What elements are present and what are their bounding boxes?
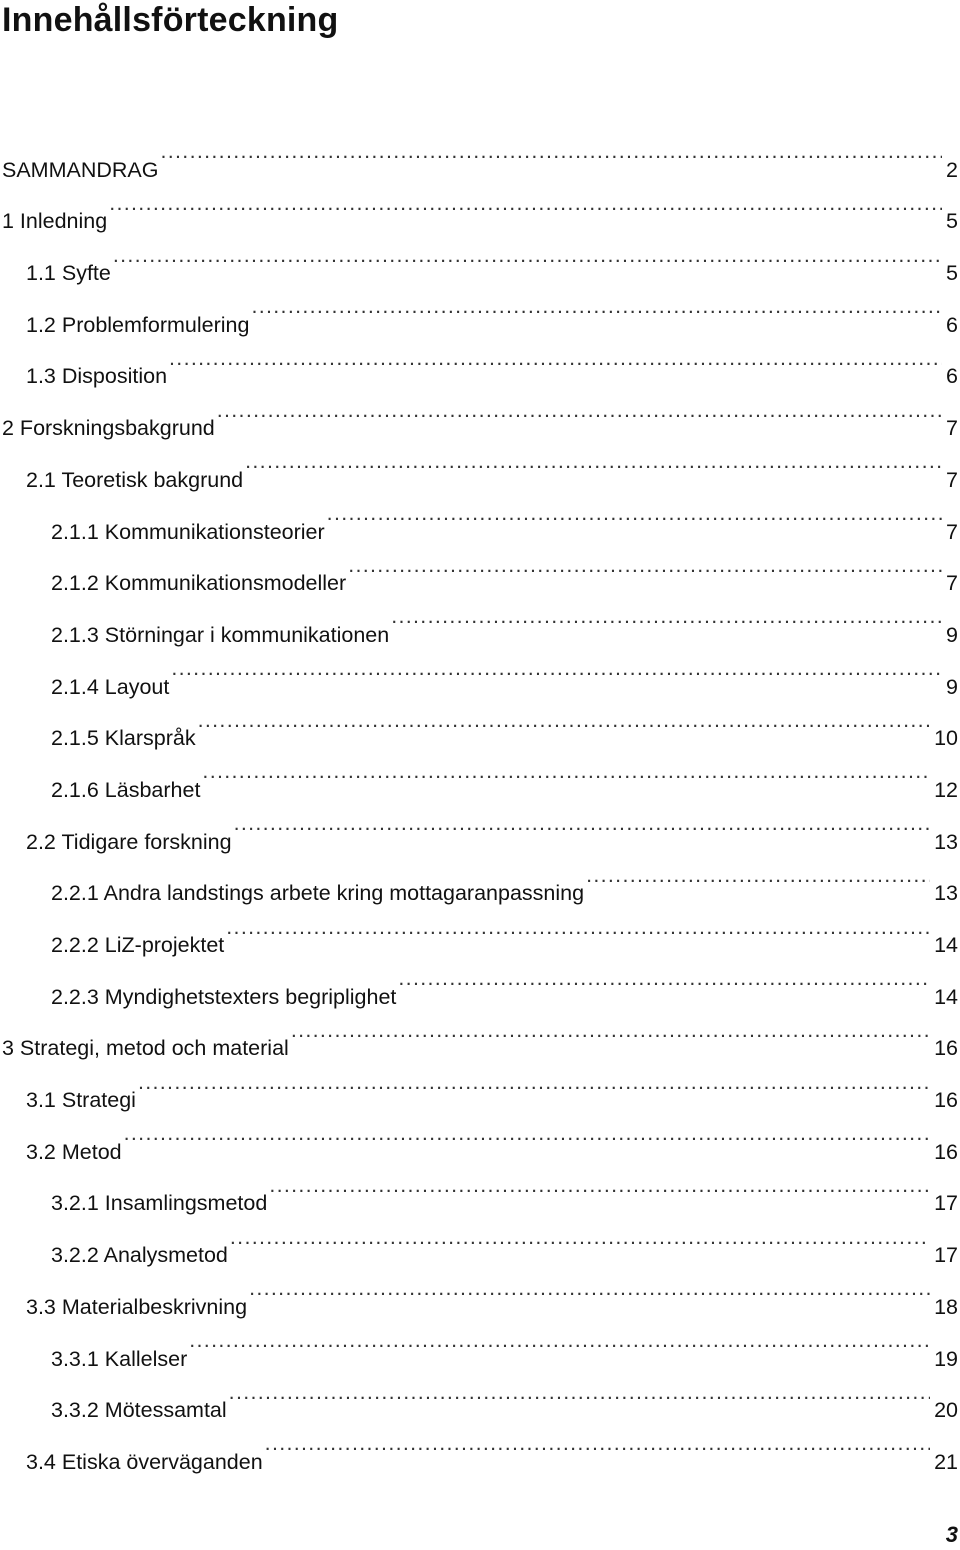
toc-entry[interactable]: [0, 1107, 960, 1164]
toc-entry-page: 7: [946, 519, 958, 544]
toc-entry-page: 13: [934, 881, 958, 906]
toc-entry[interactable]: [0, 280, 960, 337]
toc-entry-page: 14: [934, 984, 958, 1009]
dot-leader: [109, 177, 942, 229]
dot-leader: [265, 1417, 930, 1469]
toc-entry[interactable]: [0, 228, 960, 286]
toc-entry-page: 17: [934, 1191, 958, 1216]
dot-leader: [230, 1210, 930, 1262]
toc-entry-page: 21: [934, 1449, 958, 1474]
toc-entry-label: 2.1 Teoretisk bakgrund: [26, 467, 244, 492]
toc-entry-label: 2.1.3 Störningar i kommunikationen: [51, 622, 390, 647]
toc-entry-label: 3.2.1 Insamlingsmetod: [51, 1191, 268, 1216]
toc-entry-label: 1.2 Problemformulering: [26, 312, 250, 337]
toc-entry-label: 3 Strategi, metod och material: [2, 1036, 289, 1061]
toc-entry-page: 13: [934, 829, 958, 854]
toc-entry[interactable]: [0, 125, 960, 182]
dot-leader: [229, 1366, 930, 1418]
page-title: Innehållsförteckning: [2, 1, 339, 39]
dot-leader: [202, 745, 930, 797]
toc-entry-page: 10: [934, 726, 958, 751]
table-of-contents: [0, 125, 960, 1474]
dot-leader: [398, 952, 930, 1004]
toc-entry-label: 2.2.2 LiZ-projektet: [51, 933, 225, 957]
toc-entry-page: 9: [946, 622, 958, 647]
dot-leader: [391, 590, 942, 642]
dot-leader: [113, 228, 942, 280]
page-number: 3: [945, 1522, 958, 1547]
toc-entry-page: 19: [934, 1346, 958, 1371]
toc-entry-page: 7: [946, 571, 958, 596]
dot-leader: [249, 1262, 930, 1314]
toc-entry-label: 3.3.2 Mötessamtal: [51, 1398, 227, 1423]
toc-entry-label: 2.1.4 Layout: [51, 674, 170, 699]
toc-entry-page: 20: [934, 1398, 958, 1423]
toc-entry-page: 17: [934, 1243, 958, 1268]
toc-entry-page: 2: [946, 157, 958, 182]
toc-entry-page: 6: [946, 312, 958, 337]
toc-entry-page: 16: [934, 1036, 958, 1061]
toc-entry-label: 3.4 Etiska överväganden: [26, 1449, 263, 1474]
toc-entry-page: 5: [946, 209, 958, 234]
toc-entry-label: 2.1.1 Kommunikationsteorier: [51, 519, 325, 544]
toc-entry-label: 3.3.1 Kallelser: [51, 1346, 188, 1371]
toc-entry-label: 3.3 Materialbeskrivning: [26, 1294, 248, 1319]
toc-entry[interactable]: [0, 1055, 960, 1113]
toc-entry-page: 16: [934, 1139, 958, 1164]
dot-leader: [169, 332, 942, 384]
toc-entry[interactable]: [0, 177, 960, 234]
toc-entry-page: 18: [934, 1294, 958, 1319]
dot-leader: [234, 797, 931, 849]
toc-entry[interactable]: [0, 1159, 960, 1216]
toc-entry-page: 9: [946, 674, 958, 699]
toc-entry-label: 2 Forskningsbakgrund: [2, 416, 215, 441]
dot-leader: [226, 900, 930, 952]
dot-leader: [124, 1107, 930, 1159]
toc-entry-label: 2.2 Tidigare forskning: [26, 829, 232, 854]
toc-entry-page: 6: [946, 364, 958, 389]
toc-entry-page: 12: [934, 777, 958, 802]
dot-leader: [269, 1159, 930, 1211]
toc-entry-page: 7: [946, 467, 958, 492]
toc-entry-page: 5: [946, 261, 958, 286]
dot-leader: [245, 435, 942, 487]
toc-entry-label: 1 Inledning: [2, 209, 108, 234]
dot-leader: [189, 1314, 930, 1366]
dot-leader: [291, 1004, 930, 1056]
dot-leader: [586, 849, 930, 901]
toc-entry-label: 2.2.1 Andra landstings arbete kring mottagaranpassning: [51, 881, 585, 906]
dot-leader: [327, 487, 942, 539]
toc-entry-label: 2.1.6 Läsbarhet: [51, 777, 201, 802]
toc-entry-label: 2.1.5 Klarspråk: [51, 726, 196, 751]
dot-leader: [160, 125, 942, 177]
dot-leader: [198, 694, 930, 746]
toc-entry-label: SAMMANDRAG: [2, 157, 159, 182]
toc-entry-label: 3.1 Strategi: [26, 1088, 136, 1113]
dot-leader: [138, 1055, 930, 1107]
toc-entry-label: 1.3 Disposition: [26, 364, 168, 389]
toc-entry-page: 16: [934, 1088, 958, 1113]
toc-entry-label: 3.2 Metod: [26, 1139, 122, 1164]
toc-entry-label: 3.2.2 Analysmetod: [51, 1243, 228, 1268]
dot-leader: [251, 280, 942, 332]
toc-entry-label: 1.1 Syfte: [26, 261, 111, 286]
toc-entry-label: 2.1.2 Kommunikationsmodeller: [51, 571, 347, 596]
dot-leader: [171, 642, 942, 694]
dot-leader: [217, 383, 942, 435]
toc-entry-label: 2.2.3 Myndighetstexters begriplighet: [51, 984, 397, 1009]
dot-leader: [348, 539, 942, 591]
toc-entry-page: 14: [934, 933, 958, 957]
toc-entry-page: 7: [946, 416, 958, 441]
